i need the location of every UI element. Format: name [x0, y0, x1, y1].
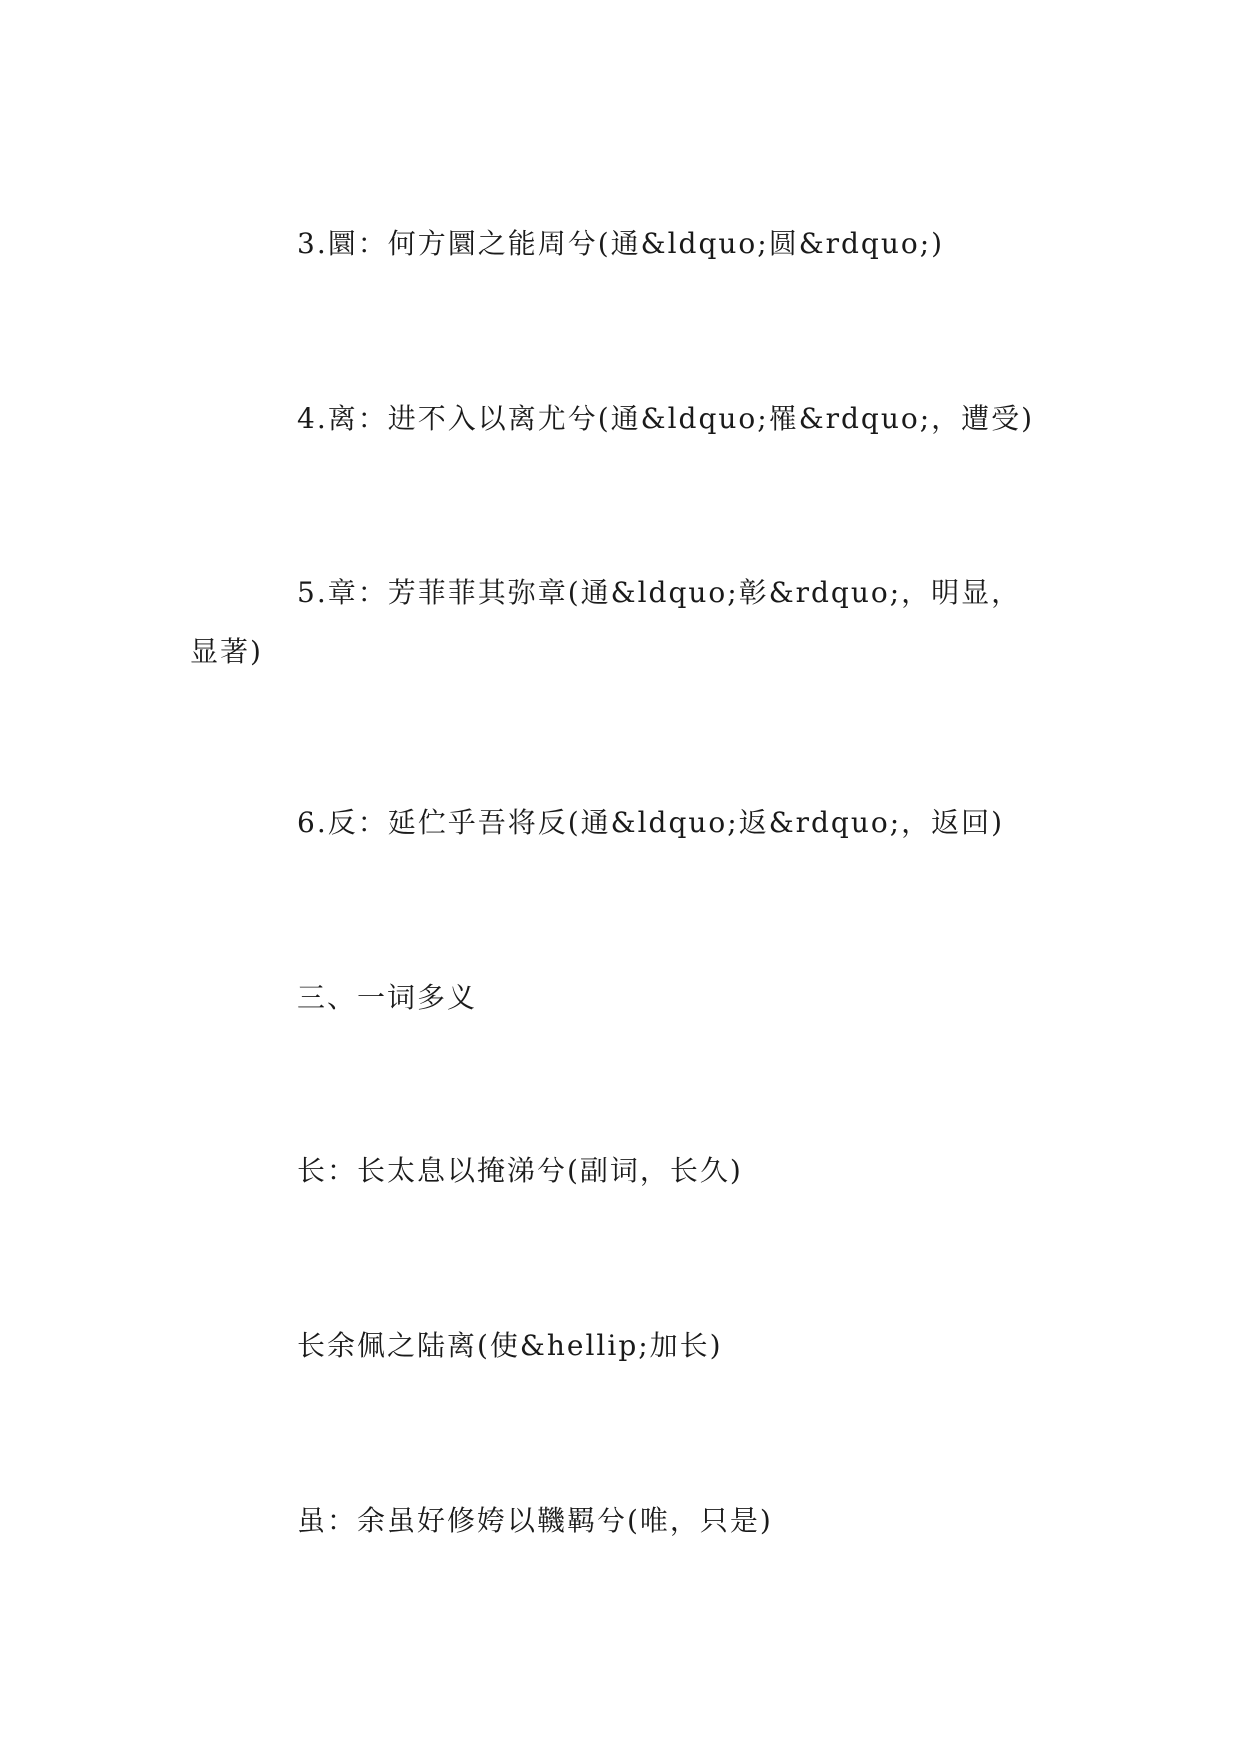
text-line-chang-1: 长：长太息以掩涕兮(副词，长久) [297, 1154, 743, 1187]
text-line-item-5-continued: 显著) [190, 635, 263, 668]
text-line-sui: 虽：余虽好修姱以鞿羁兮(唯，只是) [297, 1504, 773, 1537]
text-line-item-4: 4.离：进不入以离尤兮(通&ldquo;罹&rdquo;，遭受) [297, 402, 1035, 435]
text-line-item-3: 3.圜：何方圜之能周兮(通&ldquo;圆&rdquo;) [297, 227, 945, 260]
text-line-item-6: 6.反：延伫乎吾将反(通&ldquo;返&rdquo;，返回) [297, 806, 1005, 839]
text-line-chang-2: 长余佩之陆离(使&hellip;加长) [297, 1329, 723, 1362]
section-heading: 三、一词多义 [297, 981, 478, 1014]
text-line-item-5: 5.章：芳菲菲其弥章(通&ldquo;彰&rdquo;，明显， [297, 576, 1022, 609]
